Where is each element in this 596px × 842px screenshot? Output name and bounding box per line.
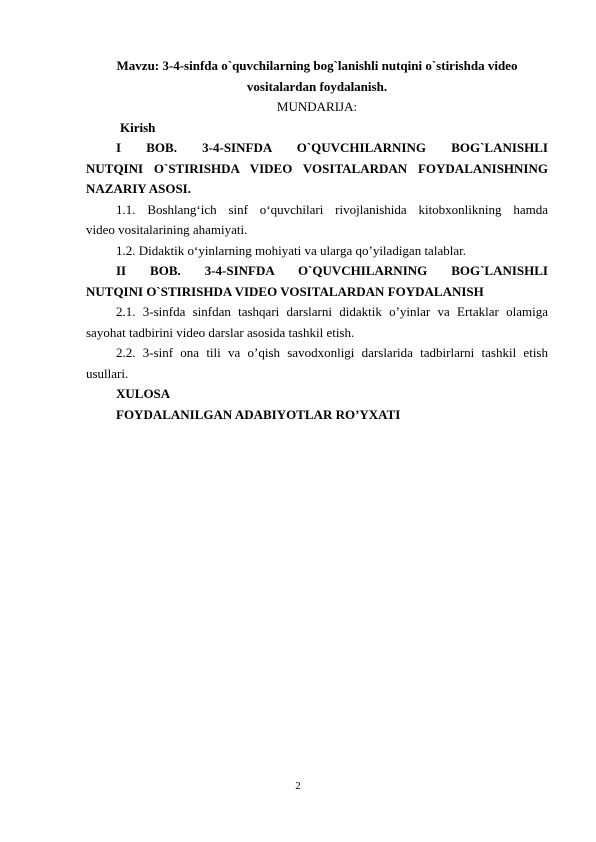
toc-chapter-2-line-1: II BOB. 3-4-SINFDA O`QUVCHILARNING BOG`LANISHLI (116, 263, 548, 278)
toc-heading: MUNDARIJA: (276, 99, 358, 114)
toc-section-2-2-line-1: 2.2. 3-sinf ona tili va o’qish savodxonligi darslarida tadbirlarni tashkil etish (116, 345, 548, 360)
toc-section-1-1-line-2: video vositalarining ahamiyati. (86, 222, 248, 237)
toc-chapter-2-line-2: NUTQINI O`STIRISHDA VIDEO VOSITALARDAN FOYDALANISH (86, 283, 484, 299)
toc-section-1-2: 1.2. Didaktik o‘yinlarning mohiyati va ularga qo’yiladigan talablar. (116, 242, 466, 258)
toc-item-conclusion: XULOSA (116, 386, 171, 401)
document-title-line-2: vositalardan foydalanish. (246, 78, 388, 94)
toc-chapter-1-line-2: NUTQINI O`STIRISHDA VIDEO VOSITALARDAN FOYDALANISHNING (86, 160, 548, 176)
toc-item-intro: Kirish (120, 119, 156, 135)
toc-section-2-1-line-2: sayohat tadbirini video darslar asosida tashkil etish. (86, 324, 355, 340)
toc-chapter-1-line-1: I BOB. 3-4-SINFDA O`QUVCHILARNING BOG`LANISHLI (116, 140, 548, 155)
toc-section-2-1-line-1: 2.1. 3-sinfda sinfdan tashqari darslarni didaktik o’yinlar va Ertaklar olamiga (116, 304, 548, 319)
toc-section-2-2-line-2: usullari. (86, 365, 129, 381)
toc-chapter-1-line-3: NAZARIY ASOSI. (86, 181, 191, 196)
toc-item-references: FOYDALANILGAN ADABIYOTLAR RO’YXATI (116, 406, 401, 422)
page-number: 2 (295, 780, 301, 792)
toc-section-1-1-line-1: 1.1. Boshlang‘ich sinf o‘quvchilari rivojlanishida kitobxonlikning hamda (116, 201, 548, 217)
document-title-line-1: Mavzu: 3-4-sinfda o`quvchilarning bog`lanishli nutqini o`stirishda video (116, 58, 518, 73)
page-content (86, 56, 548, 425)
